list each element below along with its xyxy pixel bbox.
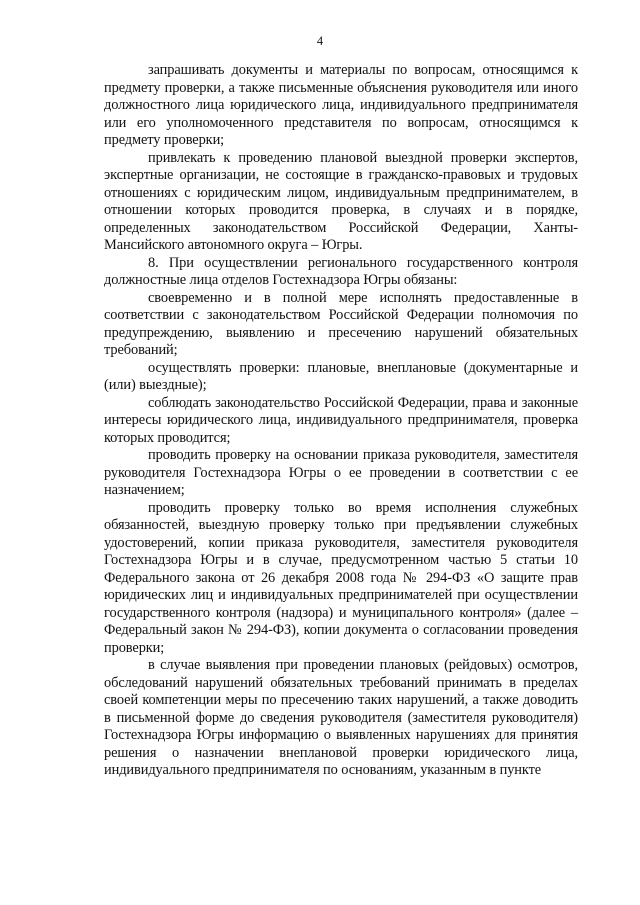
paragraph-observe-law: соблюдать законодательство Российской Федерации, права и законные интересы юридического лица, индивидуального предпринимателя, проверка которых проводится; [104, 394, 578, 446]
paragraph-conduct-inspections: осуществлять проверки: плановые, внеплановые (документарные и (или) выездные); [104, 359, 578, 393]
paragraph-execute-powers: своевременно и в полной мере исполнять предоставленные в соответствии с законодательством Российской Федерации полномочия по предупреждению, выявлению и пресечению нарушений обязательных требований; [104, 289, 578, 358]
paragraph-section-8: 8. При осуществлении регионального государственного контроля должностные лица отделов Гостехнадзора Югры обязаны: [104, 254, 578, 288]
document-body [104, 62, 578, 780]
paragraph-request-documents: запрашивать документы и материалы по вопросам, относящимся к предмету проверки, а также письменные объяснения руководителя или иного должностного лица юридического лица, индивидуального предпринимателя или его уполномоченного представителя по вопросам, относящимся к предмету проверки; [104, 62, 578, 148]
page-number: 4 [316, 34, 324, 48]
paragraph-duty-time: проводить проверку только во время исполнения служебных обязанностей, выездную проверку только при предъявлении служебных удостоверений, копии приказа руководителя, заместителя руководителя Гостехнадзора Югры и в случае, предусмотренном частью 5 статьи 10 Федерального закона от 26 декабря 2008 года № 294-ФЗ «О защите прав юридических лиц и индивидуальных предпринимателей при осуществлении государственного контроля (надзора) и муниципального контроля» (далее – Федеральный закон № 294-ФЗ), копии документа о согласовании проведения проверки; [104, 499, 578, 656]
paragraph-violations-found: в случае выявления при проведении плановых (рейдовых) осмотров, обследований нарушений обязательных требований принимать в пределах своей компетенции меры по пресечению таких нарушений, а также доводить в письменной форме до сведения руководителя (заместителя руководителя) Гостехнадзора Югры информацию о выявленных нарушениях для принятия решения о назначении внеплановой проверки юридического лица, индивидуального предпринимателя по основаниям, указанным в пункте [104, 657, 578, 778]
paragraph-involve-experts: привлекать к проведению плановой выездной проверки экспертов, экспертные организации, не состоящие в гражданско-правовых и трудовых отношениях с юридическим лицом, индивидуальным предпринимателем, в отношении которых проводится проверка, в случаях и в порядке, определенных законодательством Российской Федерации, Ханты-Мансийского автономного округа – Югры. [104, 149, 578, 253]
paragraph-order-basis: проводить проверку на основании приказа руководителя, заместителя руководителя Гостехнадзора Югры о ее проведении в соответствии с ее назначением; [104, 447, 578, 498]
